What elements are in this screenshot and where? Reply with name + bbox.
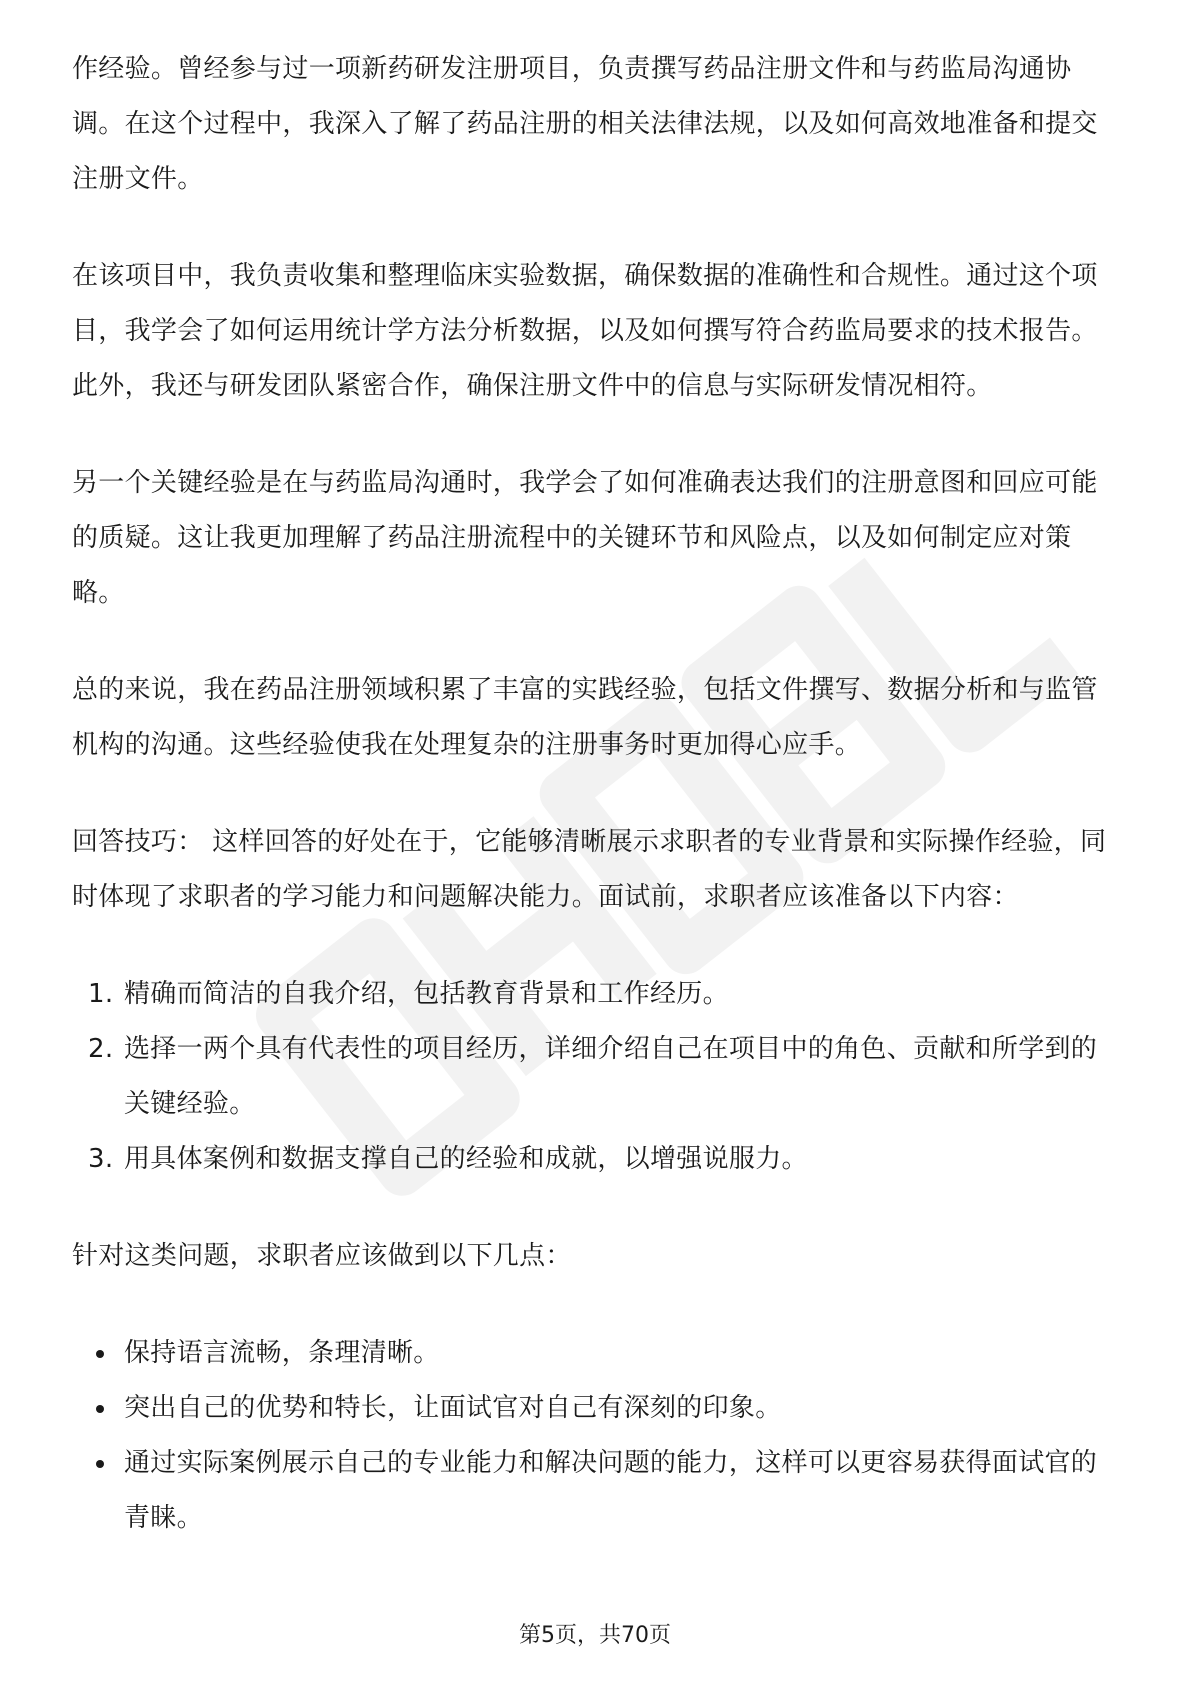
paragraph-work-experience: 作经验。曾经参与过一项新药研发注册项目，负责撰写药品注册文件和与药监局沟通协调。在这个过程中，我深入了解了药品注册的相关法律法规，以及如何高效地准备和提交注册文件。 (72, 54, 1098, 194)
paragraph-bullets-intro: 针对这类问题，求职者应该做到以下几点： (72, 1241, 572, 1271)
list-item-number: 2. (88, 1034, 114, 1064)
bullet-item: 保持语言流畅，条理清晰。 (124, 1326, 1122, 1381)
paragraph-answer-tips: 回答技巧： 这样回答的好处在于，它能够清晰展示求职者的专业背景和实际操作经验，同时体现了求职者的学习能力和问题解决能力。面试前，求职者应该准备以下内容： (72, 827, 1107, 912)
bullet-item: 通过实际案例展示自己的专业能力和解决问题的能力，这样可以更容易获得面试官的青睐。 (124, 1436, 1122, 1546)
list-item-text: 选择一两个具有代表性的项目经历，详细介绍自己在项目中的角色、贡献和所学到的关键经验。 (124, 1034, 1098, 1119)
paragraph-summary: 总的来说，我在药品注册领域积累了丰富的实践经验，包括文件撰写、数据分析和与监管机构的沟通。这些经验使我在处理复杂的注册事务时更加得心应手。 (72, 675, 1098, 760)
list-item-text: 精确而简洁的自我介绍，包括教育背景和工作经历。 (124, 979, 729, 1009)
list-item-number: 1. (88, 979, 114, 1009)
list-item-number: 3. (88, 1144, 114, 1174)
paragraph-project-details: 在该项目中，我负责收集和整理临床实验数据，确保数据的准确性和合规性。通过这个项目，我学会了如何运用统计学方法分析数据，以及如何撰写符合药监局要求的技术报告。此外，我还与研发团队紧密合作，确保注册文件中的信息与实际研发情况相符。 (72, 261, 1098, 401)
bullet-item: 突出自己的优势和特长，让面试官对自己有深刻的印象。 (124, 1381, 1122, 1436)
list-item (88, 1132, 1122, 1187)
list-item (88, 967, 1122, 1022)
main-content (72, 42, 1122, 1546)
list-item (88, 1022, 1122, 1132)
advice-bullet-list (72, 1326, 1122, 1546)
paragraph-communication-experience: 另一个关键经验是在与药监局沟通时，我学会了如何准确表达我们的注册意图和回应可能的质疑。这让我更加理解了药品注册流程中的关键环节和风险点，以及如何制定应对策略。 (72, 468, 1098, 608)
page-number-footer: 第5页，共70页 (519, 1623, 671, 1648)
list-item-text: 用具体案例和数据支撑自己的经验和成就，以增强说服力。 (124, 1144, 808, 1174)
preparation-numbered-list (72, 967, 1122, 1187)
